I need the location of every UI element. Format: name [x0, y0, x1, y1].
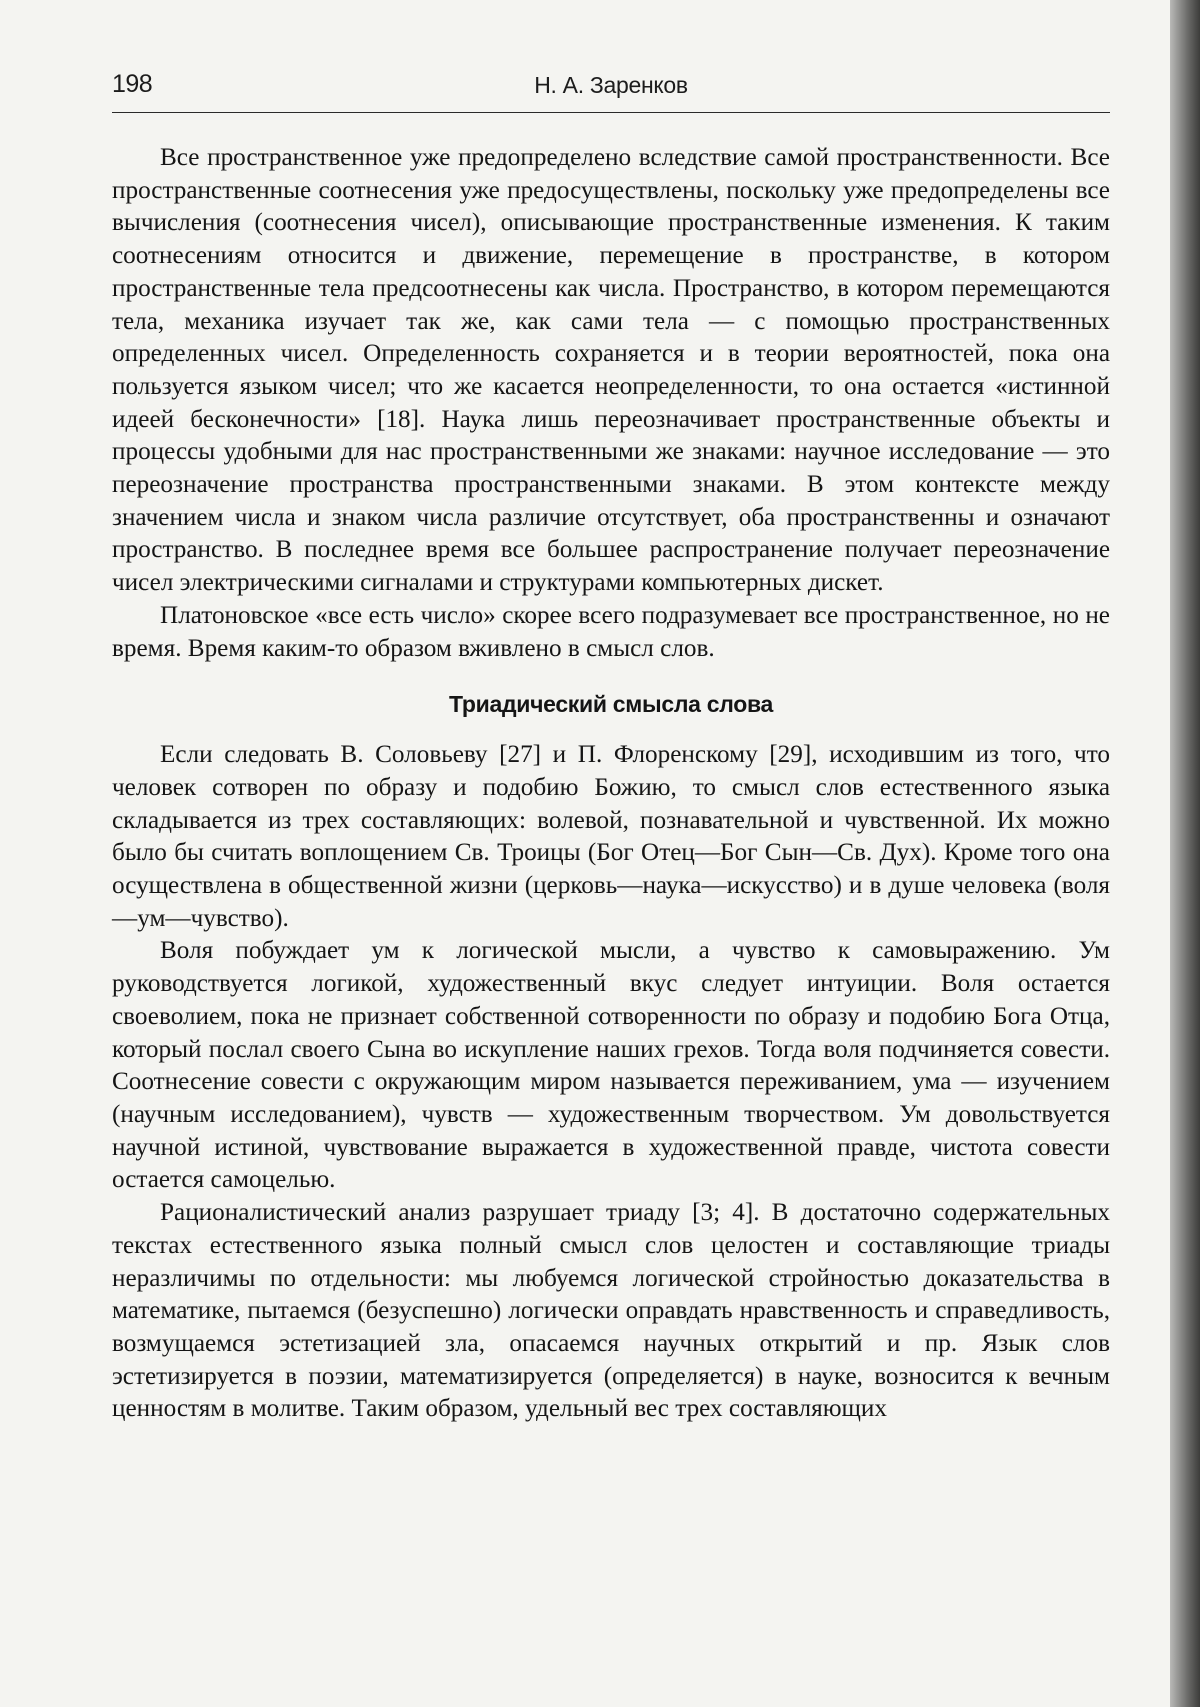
- scan-speck: [1021, 1283, 1024, 1286]
- page-header: [112, 62, 1110, 113]
- paragraph-triad-intro: Если следовать В. Соловьеву [27] и П. Флоренскому [29], исходившим из того, что человек сотворен по образу и подобию Божию, то смысл слов естественного языка складывается из трех составляющих: волевой, познавательной и чувственной. Их можно было бы считать воплощением Св. Троицы (Бог Отец—Бог Сын—Св. Дух). Кроме того она осуществлена в общественной жизни (церковь—наука—искусство) и в душе человека (воля—ум—чувство).: [112, 739, 1110, 935]
- paragraph-plato: Платоновское «все есть число» скорее всего подразумевает все простран­ственное, но не время. Время каким-то образом вживлено в смысл слов.: [112, 600, 1110, 665]
- paragraph-will-mind-feeling: Воля побуждает ум к логической мысли, а чувство к самовыраже­нию. Ум руководствуется логикой, художественный вкус следует интуиции. Воля остается своеволием, пока не признает собственной сотворенности по образу и подобию Бога Отца, который послал своего Сына во искуп­ление наших грехов. Тогда воля подчиняется совести. Соотнесение сове­сти с окружающим миром называется переживанием, ума — изучением (научным исследованием), чувств — художественным творчеством. Ум до­вольствуется научной истиной, чувствование выражается в художественной правде, чистота совести остается самоцелью.: [112, 935, 1110, 1197]
- section-heading: Триадический смысла слова: [112, 689, 1110, 719]
- body-text: [112, 142, 1110, 1426]
- page-number: 198: [112, 70, 152, 99]
- running-head-author: Н. А. Заренков: [112, 72, 1110, 99]
- paragraph-space-numbers: Все пространственное уже предопределено вследствие самой простран­ственности. Все пространственные соотнесения уже предосуществлены, поскольку уже предопределены все вычисления (соотнесения чисел), опи­сывающие пространственные изменения. К таким соотнесениям относится и движение, перемещение в пространстве, в котором пространственные тела предсоотнесены как числа. Пространство, в котором перемещаются тела, механика изучает так же, как сами тела — с помощью простран­ственных определенных чисел. Определенность сохраняется и в теории вероятностей, пока она пользуется языком чисел; что же касается неопре­деленности, то она остается «истинной идеей бесконечности» [18]. Наука лишь переозначивает пространственные объекты и процессы удобными для нас пространственными же знаками: научное исследование — это пе­реозначение пространства пространственными знаками. В этом контексте между значением числа и знаком числа различие отсутствует, оба про­странственны и означают пространство. В последнее время все большее распространение получает переозначение чисел электрическими сигналами и структурами компьютерных дискет.: [112, 142, 1110, 600]
- page-binding-shadow: [1170, 0, 1200, 1707]
- book-page: [0, 0, 1170, 1707]
- paragraph-rationalist-analysis: Рационалистический анализ разрушает триаду [3; 4]. В достаточно со­держательных текстах естественного языка полный смысл слов целостен и составляющие триады неразличимы по отдельности: мы любуемся логи­ческой стройностью доказательства в математике, пытаемся (безуспешно) логически оправдать нравственность и справедливость, возмущаемся эсте­тизацией зла, опасаемся научных открытий и пр. Язык слов эстетизируется в поэзии, математизируется (определяется) в науке, возносится к вечным ценностям в молитве. Таким образом, удельный вес трех составляющих: [112, 1197, 1110, 1426]
